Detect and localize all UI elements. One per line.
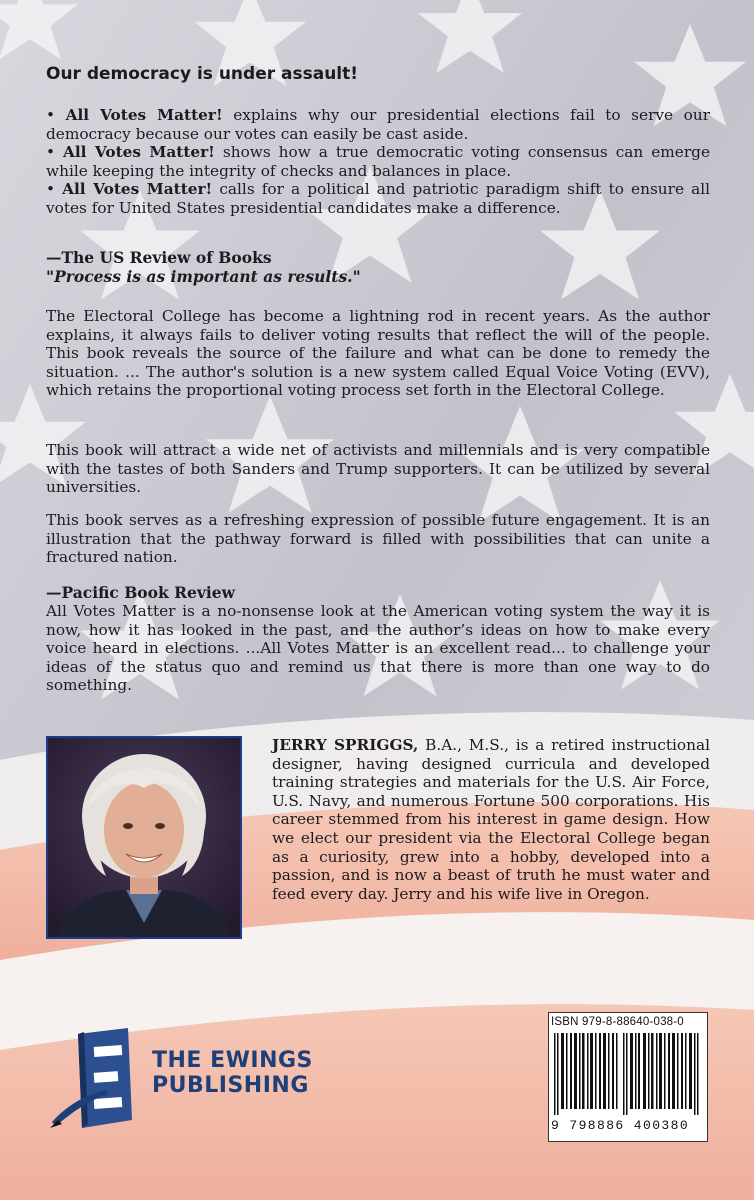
pacific-review-block [46,583,710,695]
bullet-list [46,106,710,218]
review-text: All Votes Matter is a no-nonsense look at the American voting system the way it is now, how it has looked in the past, and the author’s ideas on how to make every voice heard in elections. ...All Votes Matter is an excellent read... to challenge your ideas of the status quo and remind us that there is more than one way to do something. [46,602,710,695]
publisher-logo-icon [48,1024,148,1132]
author-bio [272,736,710,903]
author-name: JERRY SPRIGGS, [272,736,419,754]
author-photo [46,736,242,939]
review-source: —Pacific Book Review [46,583,235,602]
bullet-text: explains why our presidential elections fail to serve our democracy because our votes can easily be cast aside. [46,106,711,143]
publisher-name [152,1048,313,1098]
bullet-text: calls for a political and patriotic paradigm shift to ensure all votes for United States presidential candidates make a difference. [46,180,710,217]
bullet-marker: • [46,106,56,124]
bullet-marker: • [46,180,56,199]
author-bio-text: B.A., M.S., is a retired instructional designer, having designed curricula and developed training strategies and materials for the U.S. Air Force, U.S. Navy, and numerous Fortune 500 corporations. His career stemmed from his interest in game design. How we elect our president via the Electoral College began as a curiosity, grew into a hobby, developed into a passion, and is now a beast of truth he must water and feed every day. Jerry and his wife live in Oregon. [272,736,711,903]
review-paragraph: This book will attract a wide net of activists and millennials and is very compatible with the tastes of both Sanders and Trump supporters. It can be utilized by several universities. [46,441,710,497]
bullet-item [46,106,710,143]
bullet-title: All Votes Matter! [63,143,215,162]
bullet-item [46,180,710,217]
bullet-title: All Votes Matter! [65,106,223,124]
barcode-number: 9 798886 400380 [551,1118,690,1133]
bullet-marker: • [46,143,56,162]
bullet-title: All Votes Matter! [62,180,213,199]
barcode-bars [554,1033,700,1115]
review-quote: "Process is as important as results." [46,267,361,286]
bullet-item [46,143,710,180]
review-paragraph: This book serves as a refreshing expression of possible future engagement. It is an illustration that the pathway forward is filled with possibilities that can unite a fractured nation. [46,511,710,567]
headline: Our democracy is under assault! [46,64,359,84]
publisher-name-line: THE EWINGS [152,1048,313,1073]
review-paragraph: The Electoral College has become a lightning rod in recent years. As the author explains, it always fails to deliver voting results that reflect the will of the people. This book reveals the source of the failure and what can be done to remedy the situation. ... The author's solution is a new system called Equal Voice Voting (EVV), which retains the proportional voting process set forth in the Electoral College. [46,307,710,400]
publisher-name-line: PUBLISHING [152,1073,309,1098]
bullet-text: shows how a true democratic voting consensus can emerge while keeping the integrity of checks and balances in place. [46,143,710,180]
us-review-block [46,248,710,286]
review-source: —The US Review of Books [46,248,272,267]
isbn-label: ISBN 979-8-88640-038-0 [551,1016,684,1028]
